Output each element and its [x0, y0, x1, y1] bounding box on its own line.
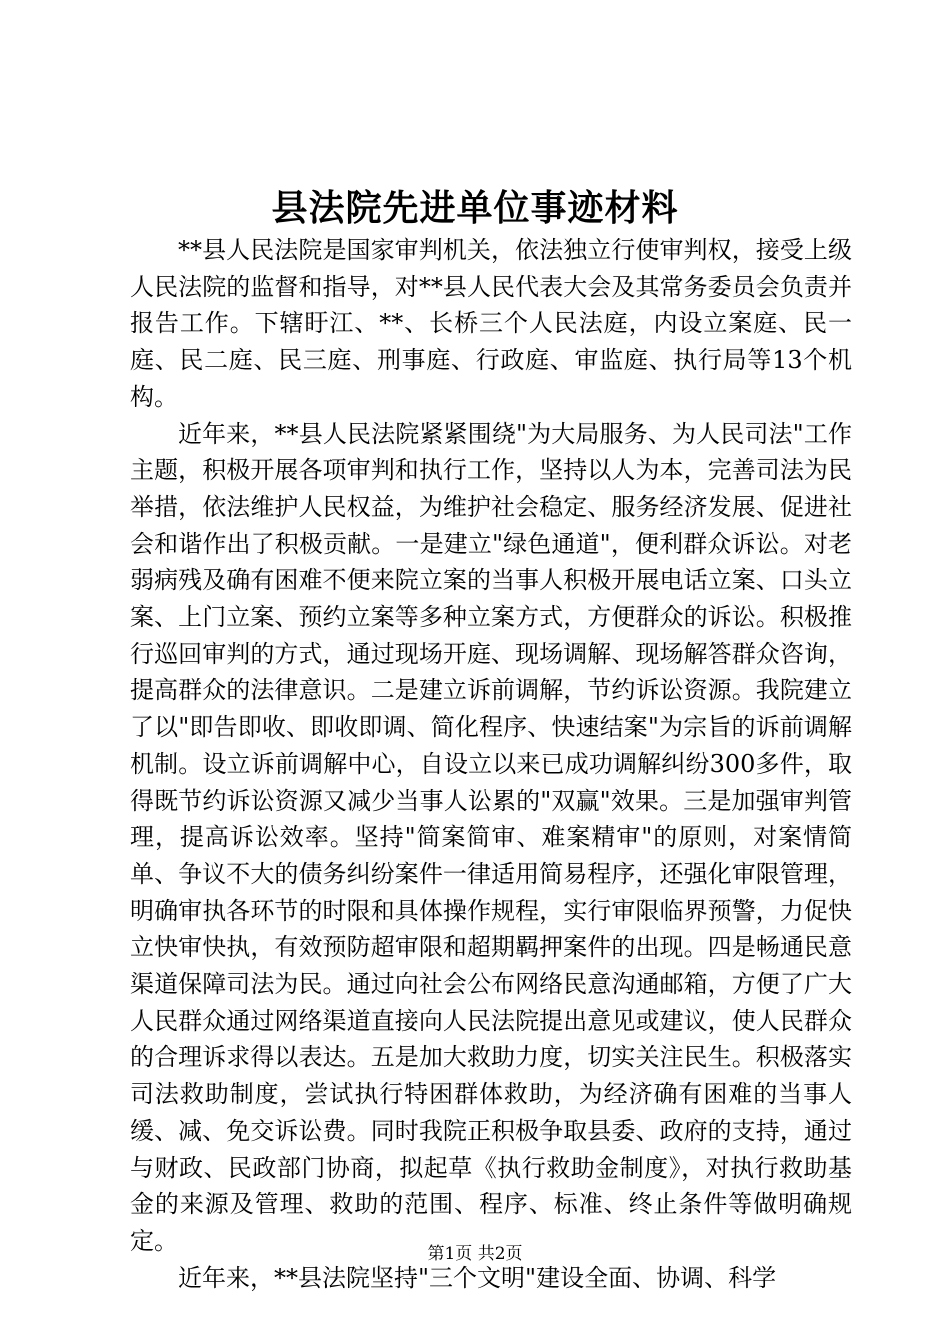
paragraph-1: **县人民法院是国家审判机关，依法独立行使审判权，接受上级人民法院的监督和指导，对**县人民代表大会及其常务委员会负责并报告工作。下辖盱江、**、长桥三个人民法庭，内设立案庭、民一庭、民二庭、民三庭、刑事庭、行政庭、审监庭、执行局等13个机构。 — [130, 236, 852, 411]
document-title: 县法院先进单位事迹材料 — [271, 187, 679, 229]
paragraph-3: 近年来，**县法院坚持"三个文明"建设全面、协调、科学 — [178, 1263, 777, 1292]
paragraph-2: 近年来，**县人民法院紧紧围绕"为大局服务、为人民司法"工作主题，积极开展各项审判和执行工作，坚持以人为本，完善司法为民举措，依法维护人民权益，为维护社会稳定、服务经济发展、促进社会和谐作出了积极贡献。一是建立"绿色通道"，便利群众诉讼。对老弱病残及确有困难不便来院立案的当事人积极开展电话立案、口头立案、上门立案、预约立案等多种立案方式，方便群众的诉讼。积极推行巡回审判的方式，通过现场开庭、现场调解、现场解答群众咨询，提高群众的法律意识。二是建立诉前调解，节约诉讼资源。我院建立了以"即告即收、即收即调、简化程序、快速结案"为宗旨的诉前调解机制。设立诉前调解中心，自设立以来已成功调解纠纷300多件，取得既节约诉讼资源又减少当事人讼累的"双赢"效果。三是加强审判管理，提高诉讼效率。坚持"简案简审、难案精审"的原则，对案情简单、争议不大的债务纠纷案件一律适用简易程序，还强化审限管理，明确审执各环节的时限和具体操作规程，实行审限临界预警，力促快立快审快执，有效预防超审限和超期羁押案件的出现。四是畅通民意渠道保障司法为民。通过向社会公布网络民意沟通邮箱，方便了广大人民群众通过网络渠道直接向人民法院提出意见或建议，使人民群众的合理诉求得以表达。五是加大救助力度，切实关注民生。积极落实司法救助制度，尝试执行特困群体救助，为经济确有困难的当事人缓、减、免交诉讼费。同时我院正积极争取县委、政府的支持，通过与财政、民政部门协商，拟起草《执行救助金制度》，对执行救助基金的来源及管理、救助的范围、程序、标准、终止条件等做明确规定。 — [130, 419, 852, 1255]
page-number-footer: 第1页 共2页 — [427, 1244, 523, 1264]
document-body — [130, 232, 852, 1296]
